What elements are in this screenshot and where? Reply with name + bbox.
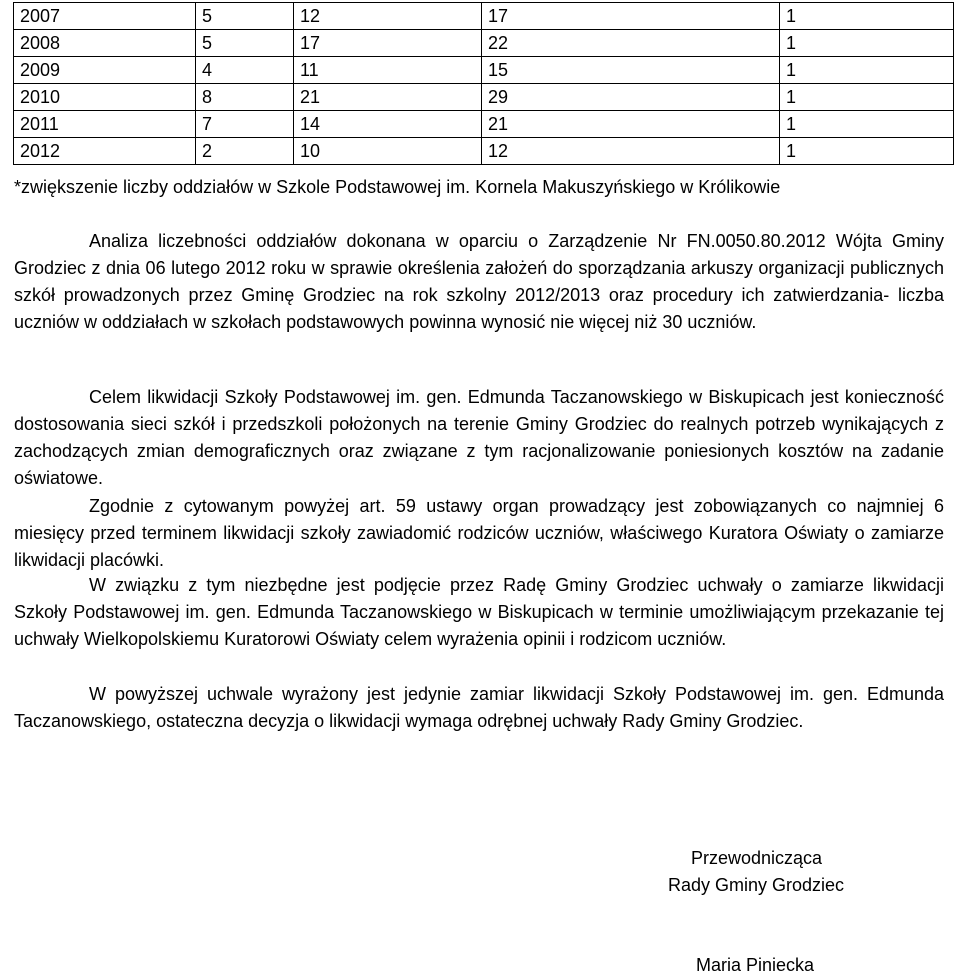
- table-cell: 21: [482, 111, 780, 138]
- signature-organization: Rady Gminy Grodziec: [668, 875, 845, 895]
- table-cell: 5: [196, 3, 294, 30]
- paragraph-intent: W powyższej uchwale wyrażony jest jedynie zamiar likwidacji Szkoły Podstawowej im. gen. Edmunda Taczanowskiego, ostateczna decyzja o likwidacji wymaga odrębnej uchwały Rady Gminy Grodziec.: [14, 684, 944, 731]
- table-cell: 1: [780, 3, 954, 30]
- table-cell: 12: [294, 3, 482, 30]
- table-cell: 1: [780, 138, 954, 165]
- paragraph-purpose: Celem likwidacji Szkoły Podstawowej im. gen. Edmunda Taczanowskiego w Biskupicach jest konieczność dostosowania sieci szkół i przedszkoli położonych na terenie Gminy Grodziec do realnych potrzeb wynikających z zachodzących zmian demograficznych oraz związane z tym racjonalizowanie poniesionych kosztów na zadanie oświatowe.: [14, 387, 944, 488]
- table-cell: 21: [294, 84, 482, 111]
- table-cell: 2008: [14, 30, 196, 57]
- table-row: [14, 57, 954, 84]
- table-cell: 2010: [14, 84, 196, 111]
- table-row: [14, 138, 954, 165]
- table-cell: 2009: [14, 57, 196, 84]
- table-cell: 2007: [14, 3, 196, 30]
- table-cell: 1: [780, 57, 954, 84]
- table-cell: 29: [482, 84, 780, 111]
- table-footnote: *zwiększenie liczby oddziałów w Szkole Podstawowej im. Kornela Makuszyńskiego w Królikowie: [14, 177, 781, 197]
- signature-title: Przewodnicząca: [691, 848, 823, 868]
- signature-name: Maria Piniecka: [696, 955, 815, 975]
- table-cell: 2: [196, 138, 294, 165]
- table-cell: 17: [482, 3, 780, 30]
- table-cell: 1: [780, 111, 954, 138]
- paragraph-analysis: Analiza liczebności oddziałów dokonana w oparciu o Zarządzenie Nr FN.0050.80.2012 Wójta Gminy Grodziec z dnia 06 lutego 2012 roku w sprawie określenia założeń do sporządzania arkuszy organizacji publicznych szkół prowadzonych przez Gminę Grodziec na rok szkolny 2012/2013 oraz procedury ich zatwierdzania- liczba uczniów w oddziałach w szkołach podstawowych powinna wynosić nie więcej niż 30 uczniów.: [14, 231, 944, 332]
- table-cell: 7: [196, 111, 294, 138]
- table-row: [14, 30, 954, 57]
- table-cell: 14: [294, 111, 482, 138]
- table-cell: 15: [482, 57, 780, 84]
- paragraph-resolution: W związku z tym niezbędne jest podjęcie przez Radę Gminy Grodziec uchwały o zamiarze likwidacji Szkoły Podstawowej im. gen. Edmunda Taczanowskiego w Biskupicach w terminie umożliwiającym przekazanie tej uchwały Wielkopolskiemu Kuratorowi Oświaty celem wyrażenia opinii i rodzicom uczniów.: [14, 575, 944, 649]
- table-row: [14, 84, 954, 111]
- table-cell: 5: [196, 30, 294, 57]
- table-cell: 8: [196, 84, 294, 111]
- table-cell: 1: [780, 30, 954, 57]
- paragraph-art59: Zgodnie z cytowanym powyżej art. 59 ustawy organ prowadzący jest zobowiązanych co najmniej 6 miesięcy przed terminem likwidacji szkoły zawiadomić rodziców uczniów, właściwego Kuratora Oświaty o zamiarze likwidacji placówki.: [14, 496, 944, 570]
- table-row: [14, 3, 954, 30]
- table-cell: 22: [482, 30, 780, 57]
- table-cell: 1: [780, 84, 954, 111]
- table-cell: 4: [196, 57, 294, 84]
- table-row: [14, 111, 954, 138]
- table-cell: 11: [294, 57, 482, 84]
- enrollment-table: [13, 2, 954, 165]
- table-cell: 10: [294, 138, 482, 165]
- table-cell: 2011: [14, 111, 196, 138]
- table-cell: 2012: [14, 138, 196, 165]
- table-cell: 12: [482, 138, 780, 165]
- table-cell: 17: [294, 30, 482, 57]
